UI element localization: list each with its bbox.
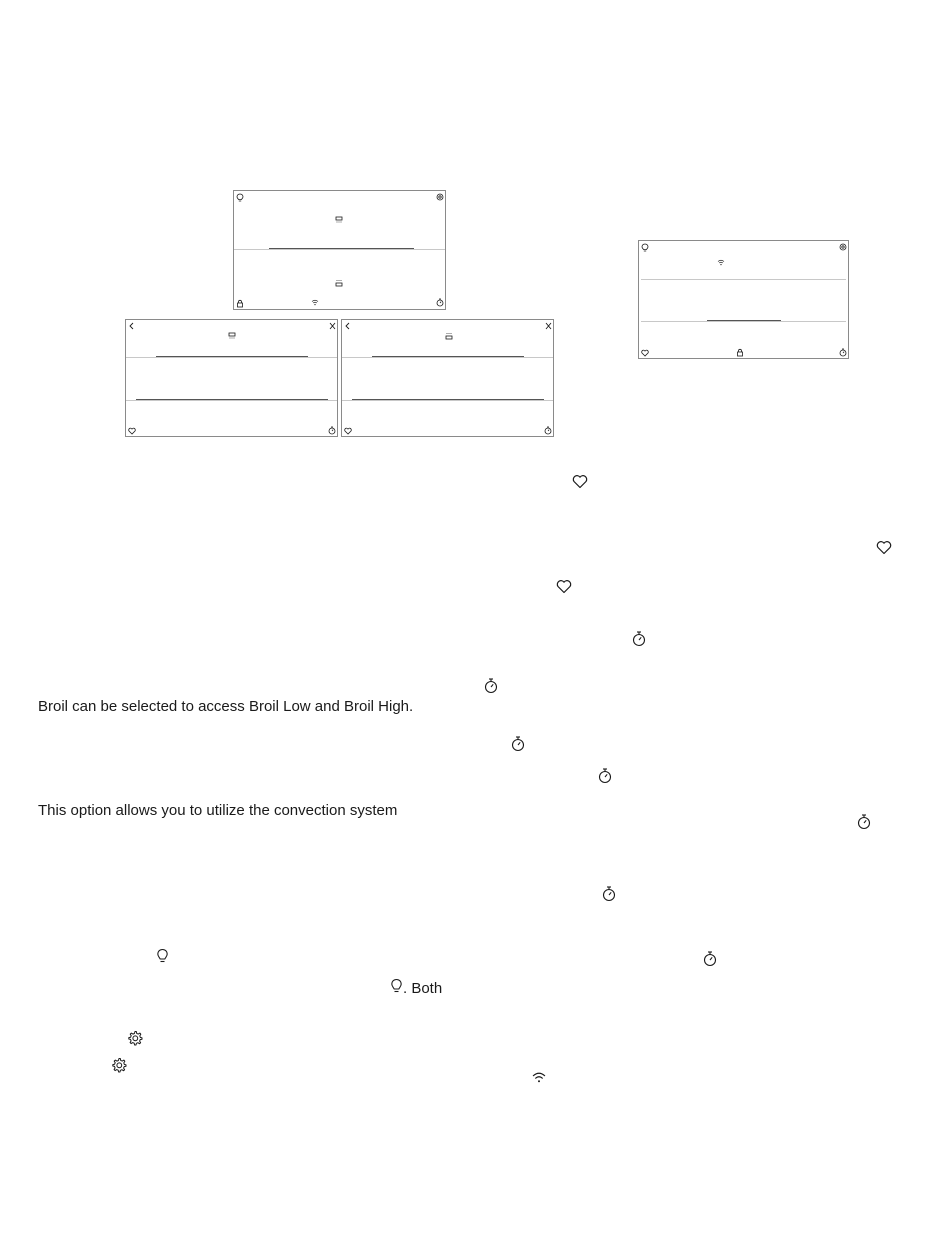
settings-icon <box>436 193 444 201</box>
lock-icon <box>236 299 244 308</box>
favorite-icon <box>344 427 352 435</box>
screen-divider <box>136 399 328 400</box>
timer-icon <box>703 950 717 967</box>
close-icon <box>545 322 552 330</box>
bulb-icon <box>236 193 244 202</box>
favorite-icon <box>128 427 136 435</box>
screen-divider <box>156 356 308 357</box>
screen-divider <box>372 356 524 357</box>
timer-icon <box>436 298 444 307</box>
screen-divider <box>342 357 553 358</box>
bulb-icon <box>156 948 169 965</box>
timer-icon <box>857 813 871 830</box>
timer-icon <box>602 885 616 902</box>
screen-diagram-mode-right <box>341 319 554 437</box>
close-icon <box>329 322 336 330</box>
convection-description-text: This option allows you to utilize the convection system <box>38 802 398 819</box>
timer-icon <box>632 630 646 647</box>
timer-icon <box>544 426 552 435</box>
timer-icon <box>839 348 847 357</box>
bulb-icon <box>390 978 403 995</box>
display-icon <box>335 279 343 287</box>
favorite-icon <box>572 474 588 489</box>
screen-divider <box>641 321 846 322</box>
screen-diagram-mode-left <box>125 319 338 437</box>
screen-divider <box>269 248 414 249</box>
back-arrow-icon <box>344 322 351 330</box>
display-icon <box>445 332 453 340</box>
screen-diagram-home <box>233 190 446 310</box>
wifi-icon <box>531 1071 547 1084</box>
timer-icon <box>328 426 336 435</box>
favorite-icon <box>876 540 892 555</box>
lock-icon <box>736 348 744 357</box>
screen-divider <box>707 320 781 321</box>
screen-divider <box>234 249 445 250</box>
screen-divider <box>352 399 544 400</box>
timer-icon <box>484 677 498 694</box>
timer-icon <box>511 735 525 752</box>
display-icon <box>335 216 343 224</box>
settings-icon <box>839 243 847 251</box>
screen-diagram-alt <box>638 240 849 359</box>
screen-divider <box>126 357 337 358</box>
timer-icon <box>598 767 612 784</box>
broil-description-text: Broil can be selected to access Broil Low and Broil High. <box>38 698 414 715</box>
settings-icon <box>111 1057 127 1073</box>
both-text-fragment: . Both <box>403 980 443 997</box>
display-icon <box>228 332 236 340</box>
favorite-icon <box>556 579 572 594</box>
wifi-icon <box>717 259 725 266</box>
back-arrow-icon <box>128 322 135 330</box>
settings-icon <box>127 1030 143 1046</box>
bulb-icon <box>641 243 649 252</box>
screen-divider <box>126 400 337 401</box>
wifi-icon <box>311 299 319 306</box>
screen-divider <box>342 400 553 401</box>
favorite-icon <box>641 349 649 357</box>
screen-divider <box>641 279 846 280</box>
